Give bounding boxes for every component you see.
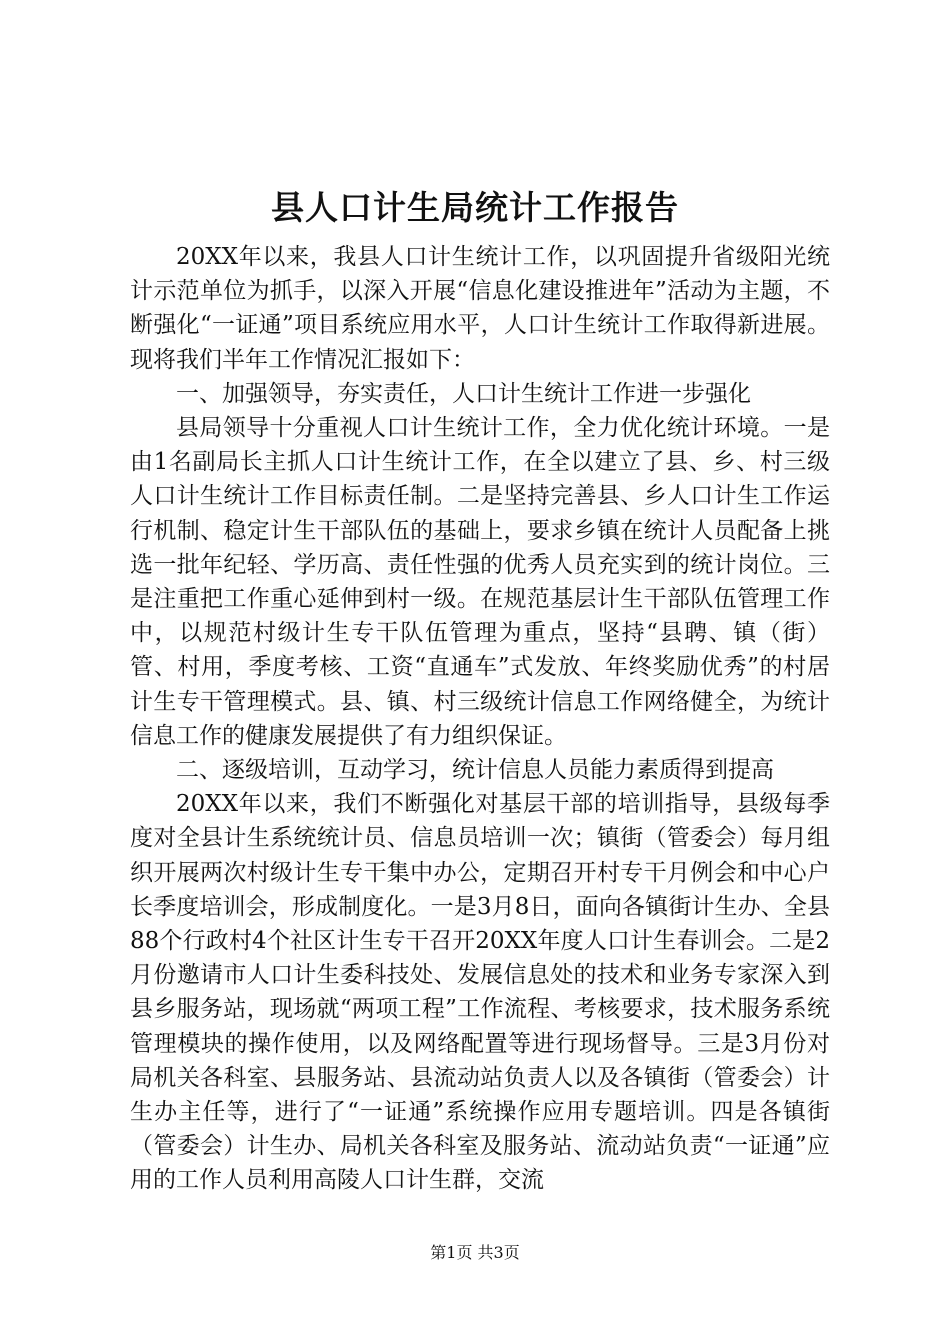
- document-title: 县人口计生局统计工作报告: [271, 188, 679, 227]
- document-body: [130, 240, 830, 1198]
- paragraph-section-2: 20XX年以来，我们不断强化对基层干部的培训指导，县级每季度对全县计生系统统计员、信息员培训一次；镇街（管委会）每月组织开展两次村级计生专干集中办公，定期召开村专干月例会和中心户长季度培训会，形成制度化。一是3月8日，面向各镇街计生办、全县88个行政村4个社区计生专干召开20XX年度人口计生春训会。二是2月份邀请市人口计生委科技处、发展信息处的技术和业务专家深入到县乡服务站，现场就“两项工程”工作流程、考核要求，技术服务系统管理模块的操作使用，以及网络配置等进行现场督导。三是3月份对局机关各科室、县服务站、县流动站负责人以及各镇街（管委会）计生办主任等，进行了“一证通”系统操作应用专题培训。四是各镇街（管委会）计生办、局机关各科室及服务站、流动站负责“一证通”应用的工作人员利用高陵人口计生群，交流: [130, 791, 830, 1194]
- paragraph-intro: 20XX年以来，我县人口计生统计工作，以巩固提升省级阳光统计示范单位为抓手，以深入开展“信息化建设推进年”活动为主题，不断强化“一证通”项目系统应用水平，人口计生统计工作取得新进展。现将我们半年工作情况汇报如下：: [130, 244, 830, 373]
- section-heading-1: 一、加强领导，夯实责任，人口计生统计工作进一步强化: [176, 380, 751, 407]
- section-heading-2: 二、逐级培训，互动学习，统计信息人员能力素质得到提高: [176, 757, 774, 784]
- page-number: 第1页 共3页: [430, 1243, 520, 1262]
- paragraph-section-1: 县局领导十分重视人口计生统计工作，全力优化统计环境。一是由1名副局长主抓人口计生统计工作，在全以建立了县、乡、村三级人口计生统计工作目标责任制。二是坚持完善县、乡人口计生工作运行机制、稳定计生干部队伍的基础上，要求乡镇在统计人员配备上挑选一批年纪轻、学历高、责任性强的优秀人员充实到的统计岗位。三是注重把工作重心延伸到村一级。在规范基层计生干部队伍管理工作中，以规范村级计生专干队伍管理为重点，坚持“县聘、镇（街）管、村用，季度考核、工资“直通车”式发放、年终奖励优秀”的村居计生专干管理模式。县、镇、村三级统计信息工作网络健全，为统计信息工作的健康发展提供了有力组织保证。: [130, 415, 830, 749]
